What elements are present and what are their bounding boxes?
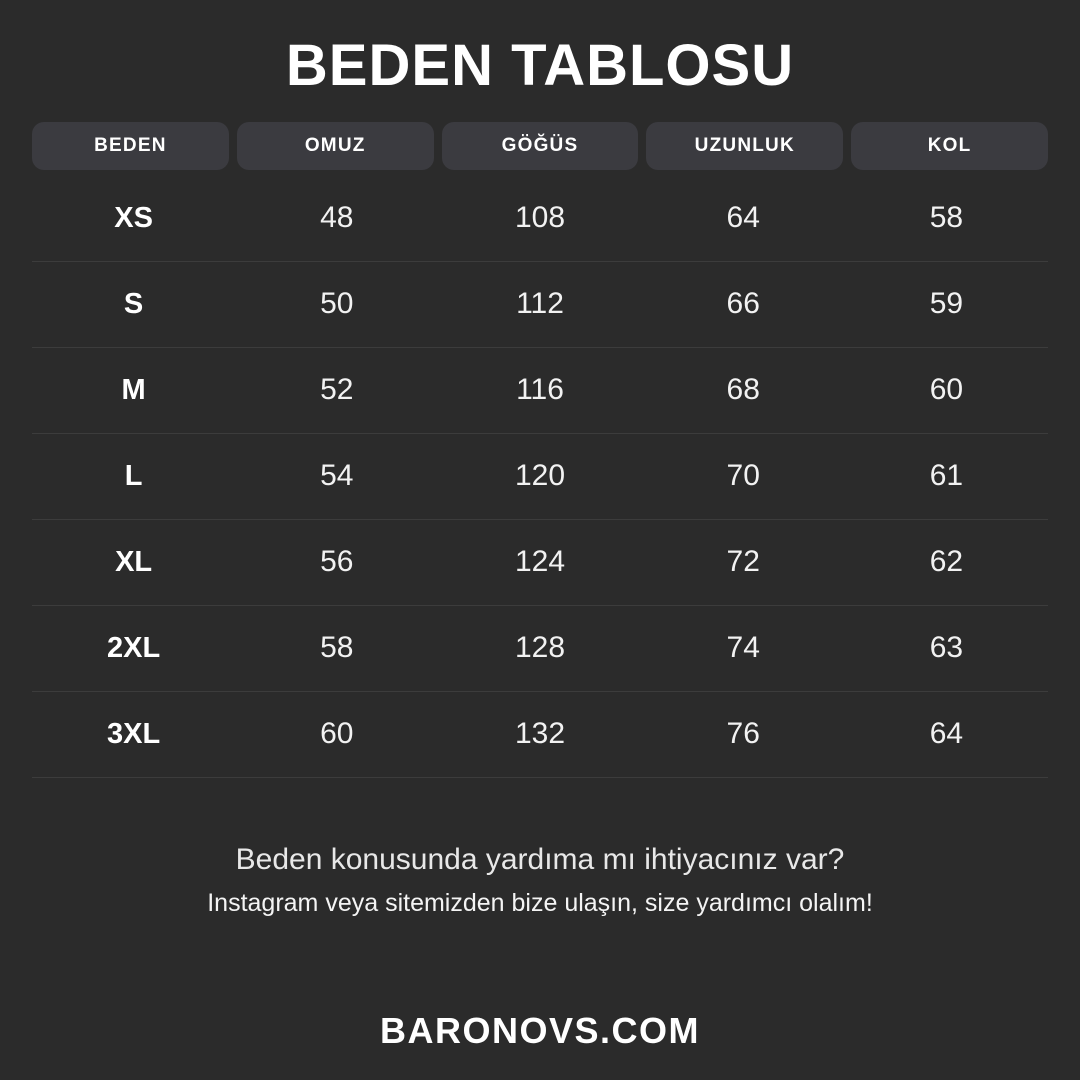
cell-size: XL xyxy=(115,545,153,578)
page-title: BEDEN TABLOSU xyxy=(285,33,795,98)
cell-size: 2XL xyxy=(107,631,161,664)
column-header-omuz: OMUZ xyxy=(237,122,434,170)
column-header-uzunluk: UZUNLUK xyxy=(646,122,843,170)
table-body xyxy=(32,176,1048,778)
cell-uzunluk: 76 xyxy=(726,717,760,751)
table-row xyxy=(32,606,1048,692)
cell-uzunluk: 74 xyxy=(726,631,760,665)
cell-gogus: 112 xyxy=(516,287,564,321)
cell-gogus: 128 xyxy=(514,631,566,665)
table-row xyxy=(32,520,1048,606)
cell-omuz: 48 xyxy=(320,201,354,235)
cell-kol: 58 xyxy=(929,201,964,235)
cell-gogus: 124 xyxy=(514,545,566,579)
cell-kol: 61 xyxy=(929,459,964,493)
cell-size: XS xyxy=(114,201,153,234)
cell-uzunluk: 70 xyxy=(726,459,760,493)
cell-size: 3XL xyxy=(107,717,161,750)
brand-website: BARONOVS.COM xyxy=(379,1010,700,1051)
cell-kol: 63 xyxy=(929,631,964,665)
cell-omuz: 60 xyxy=(320,717,354,751)
cell-gogus: 116 xyxy=(516,373,564,407)
cell-kol: 64 xyxy=(929,717,964,751)
column-header-gogus: GÖĞÜS xyxy=(442,122,639,170)
cell-uzunluk: 64 xyxy=(726,201,760,235)
cell-omuz: 50 xyxy=(320,287,354,321)
cell-size: M xyxy=(121,373,146,406)
help-contact: Instagram veya sitemizden bize ulaşın, size yardımcı olalım! xyxy=(207,889,873,918)
cell-omuz: 56 xyxy=(320,545,354,579)
cell-omuz: 58 xyxy=(320,631,354,665)
cell-kol: 60 xyxy=(929,373,964,407)
table-row xyxy=(32,176,1048,262)
cell-omuz: 52 xyxy=(320,373,354,407)
table-header-row xyxy=(32,122,1048,170)
cell-uzunluk: 66 xyxy=(726,287,760,321)
table-row xyxy=(32,348,1048,434)
column-header-beden: BEDEN xyxy=(32,122,229,170)
table-row xyxy=(32,262,1048,348)
cell-gogus: 132 xyxy=(514,717,566,751)
help-text xyxy=(32,840,1048,922)
column-header-kol: KOL xyxy=(851,122,1048,170)
cell-uzunluk: 72 xyxy=(726,545,760,579)
cell-gogus: 120 xyxy=(514,459,566,493)
cell-size: L xyxy=(124,459,143,492)
help-question: Beden konusunda yardıma mı ihtiyacınız var? xyxy=(235,842,845,876)
cell-uzunluk: 68 xyxy=(726,373,760,407)
table-row xyxy=(32,692,1048,778)
cell-gogus: 108 xyxy=(514,201,566,235)
cell-kol: 59 xyxy=(929,287,964,321)
cell-size: S xyxy=(123,287,144,320)
cell-kol: 62 xyxy=(929,545,964,579)
cell-omuz: 54 xyxy=(320,459,354,493)
table-row xyxy=(32,434,1048,520)
